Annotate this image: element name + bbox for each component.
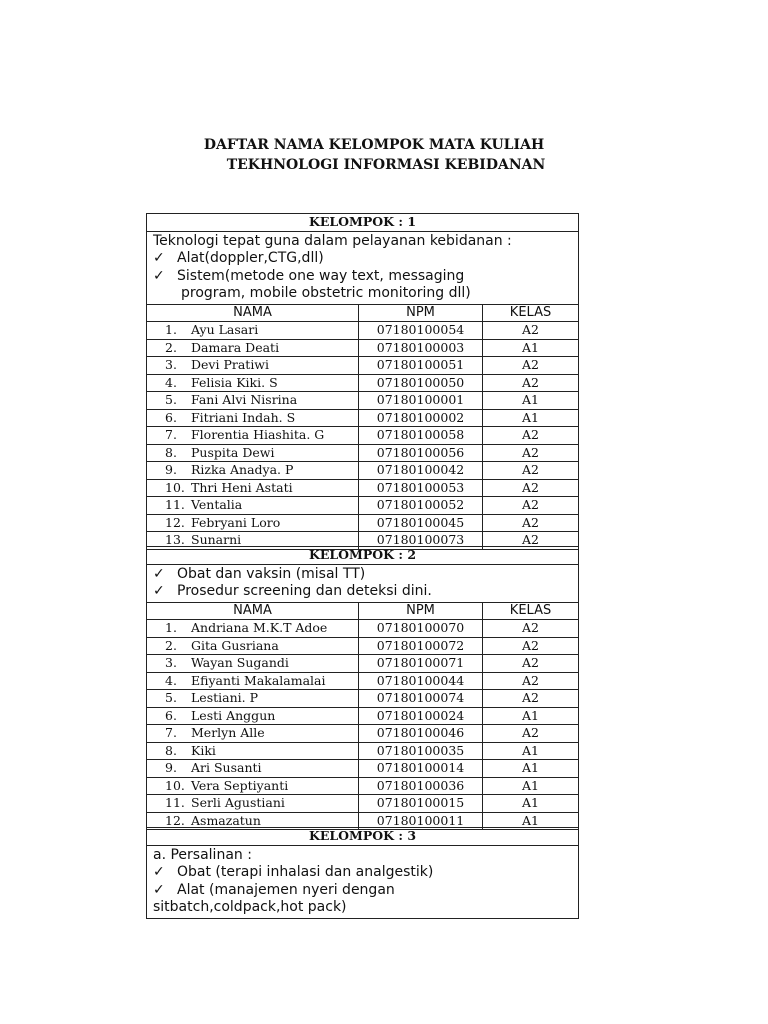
member-name-cell (147, 514, 359, 532)
member-name: Ayu Lasari (191, 322, 259, 338)
member-npm: 07180100054 (359, 322, 483, 340)
member-name-cell (147, 497, 359, 515)
description-text: Alat (manajemen nyeri dengan (177, 881, 395, 898)
group-description-row (147, 845, 579, 918)
member-number: 3. (165, 655, 177, 671)
group-description (147, 231, 579, 304)
member-npm: 07180100070 (359, 620, 483, 638)
table-row (147, 777, 579, 795)
member-npm: 07180100053 (359, 479, 483, 497)
member-kelas: A2 (483, 374, 579, 392)
document-title-line-1: DAFTAR NAMA KELOMPOK MATA KULIAH (203, 137, 545, 153)
member-npm: 07180100036 (359, 777, 483, 795)
member-name: Lestiani. P (191, 690, 258, 706)
member-npm: 07180100073 (359, 532, 483, 550)
description-line (153, 268, 578, 286)
member-name: Wayan Sugandi (191, 655, 289, 671)
member-kelas: A1 (483, 812, 579, 830)
member-number: 2. (165, 637, 177, 653)
member-npm: 07180100058 (359, 427, 483, 445)
member-kelas: A2 (483, 497, 579, 515)
description-line (153, 566, 578, 584)
group-heading-row (147, 828, 579, 846)
table-row (147, 655, 579, 673)
member-kelas: A1 (483, 707, 579, 725)
member-name-cell (147, 777, 359, 795)
member-kelas: A2 (483, 322, 579, 340)
member-name-cell (147, 374, 359, 392)
description-line (153, 285, 578, 303)
member-kelas: A2 (483, 479, 579, 497)
member-npm: 07180100035 (359, 742, 483, 760)
table-row (147, 357, 579, 375)
member-name: Damara Deati (191, 339, 280, 355)
group-heading-row (147, 547, 579, 565)
description-text: Prosedur screening dan deteksi dini. (177, 583, 432, 599)
member-kelas: A2 (483, 725, 579, 743)
member-npm: 07180100044 (359, 672, 483, 690)
check-mark-icon: ✓ (153, 583, 165, 599)
description-text: Sistem(metode one way text, messaging (177, 267, 465, 284)
member-name: Efiyanti Makalamalai (191, 672, 326, 688)
member-npm: 07180100056 (359, 444, 483, 462)
member-name: Florentia Hiashita. G (191, 427, 325, 443)
member-name-cell (147, 725, 359, 743)
member-number: 7. (165, 427, 177, 443)
member-npm: 07180100052 (359, 497, 483, 515)
member-number: 2. (165, 339, 177, 355)
member-name-cell (147, 620, 359, 638)
member-npm: 07180100074 (359, 690, 483, 708)
member-name-cell (147, 637, 359, 655)
member-npm: 07180100002 (359, 409, 483, 427)
table-row (147, 339, 579, 357)
description-line (153, 250, 578, 268)
table-row (147, 672, 579, 690)
table-row (147, 637, 579, 655)
group-description-row (147, 564, 579, 602)
table-row (147, 707, 579, 725)
member-number: 5. (165, 690, 177, 706)
member-name: Fani Alvi Nisrina (191, 392, 298, 408)
description-line (153, 864, 578, 882)
member-kelas: A2 (483, 444, 579, 462)
member-name-cell (147, 707, 359, 725)
member-number: 12. (165, 514, 185, 530)
column-header-npm: NPM (359, 602, 483, 620)
member-kelas: A2 (483, 357, 579, 375)
member-number: 4. (165, 374, 177, 390)
table-row (147, 479, 579, 497)
member-name-cell (147, 795, 359, 813)
group-2-table (146, 546, 579, 830)
member-name-cell (147, 444, 359, 462)
description-line (153, 233, 578, 251)
description-text: sitbatch,coldpack,hot pack) (153, 899, 347, 915)
group-heading: KELOMPOK : 2 (147, 547, 579, 565)
member-number: 9. (165, 760, 177, 776)
member-number: 1. (165, 322, 177, 338)
check-mark-icon: ✓ (153, 267, 165, 284)
member-name: Merlyn Alle (191, 725, 265, 741)
check-mark-icon: ✓ (153, 565, 165, 582)
member-name: Febryani Loro (191, 514, 281, 530)
document-title-line-2: TEKHNOLOGI INFORMASI KEBIDANAN (226, 157, 546, 173)
member-number: 4. (165, 672, 177, 688)
group-heading: KELOMPOK : 3 (147, 828, 579, 846)
member-npm: 07180100015 (359, 795, 483, 813)
column-header-kelas: KELAS (483, 304, 579, 322)
member-npm: 07180100071 (359, 655, 483, 673)
member-kelas: A1 (483, 392, 579, 410)
check-mark-icon: ✓ (153, 881, 165, 898)
description-line (153, 583, 578, 601)
member-number: 9. (165, 462, 177, 478)
member-number: 13. (165, 532, 185, 548)
member-name: Felisia Kiki. S (191, 374, 278, 390)
group-heading: KELOMPOK : 1 (147, 214, 579, 232)
table-row (147, 374, 579, 392)
member-name-cell (147, 742, 359, 760)
member-number: 11. (165, 497, 185, 513)
table-row (147, 620, 579, 638)
description-text: Alat(doppler,CTG,dll) (177, 250, 324, 266)
member-kelas: A2 (483, 532, 579, 550)
group-description-row (147, 231, 579, 304)
member-number: 6. (165, 409, 177, 425)
member-name: Kiki (191, 742, 216, 758)
member-name-cell (147, 672, 359, 690)
member-kelas: A2 (483, 637, 579, 655)
member-name: Thri Heni Astati (191, 479, 293, 495)
member-kelas: A2 (483, 514, 579, 532)
table-row (147, 742, 579, 760)
group-description (147, 845, 579, 918)
member-kelas: A2 (483, 690, 579, 708)
member-name: Serli Agustiani (191, 795, 285, 811)
member-name: Rizka Anadya. P (191, 462, 294, 478)
check-mark-icon: ✓ (153, 864, 165, 880)
member-name-cell (147, 392, 359, 410)
column-header-name: NAMA (147, 304, 359, 322)
column-header-row (147, 304, 579, 322)
member-npm: 07180100051 (359, 357, 483, 375)
member-number: 8. (165, 742, 177, 758)
member-number: 3. (165, 357, 177, 373)
member-npm: 07180100024 (359, 707, 483, 725)
member-npm: 07180100042 (359, 462, 483, 480)
member-number: 10. (165, 777, 185, 793)
member-name-cell (147, 339, 359, 357)
table-row (147, 725, 579, 743)
column-header-kelas: KELAS (483, 602, 579, 620)
member-npm: 07180100046 (359, 725, 483, 743)
member-name: Devi Pratiwi (191, 357, 270, 373)
column-header-npm: NPM (359, 304, 483, 322)
member-npm: 07180100001 (359, 392, 483, 410)
member-name: Sunarni (191, 532, 242, 548)
group-description (147, 564, 579, 602)
member-name: Asmazatun (191, 812, 261, 828)
member-kelas: A2 (483, 462, 579, 480)
member-name-cell (147, 479, 359, 497)
group-3-table (146, 827, 579, 919)
member-number: 1. (165, 620, 177, 636)
member-name: Fitriani Indah. S (191, 409, 296, 425)
member-name: Puspita Dewi (191, 444, 275, 460)
member-name-cell (147, 760, 359, 778)
member-name-cell (147, 655, 359, 673)
member-name-cell (147, 409, 359, 427)
table-row (147, 322, 579, 340)
description-text: program, mobile obstetric monitoring dll) (181, 285, 471, 301)
member-number: 8. (165, 444, 177, 460)
member-name-cell (147, 322, 359, 340)
member-kelas: A2 (483, 655, 579, 673)
table-row (147, 497, 579, 515)
description-text: a. Persalinan : (153, 846, 252, 863)
member-number: 10. (165, 479, 185, 495)
member-name: Ventalia (191, 497, 243, 513)
member-npm: 07180100050 (359, 374, 483, 392)
member-kelas: A1 (483, 760, 579, 778)
member-number: 7. (165, 725, 177, 741)
member-name: Andriana M.K.T Adoe (191, 620, 328, 636)
member-number: 11. (165, 795, 185, 811)
description-line (153, 882, 578, 900)
member-name-cell (147, 462, 359, 480)
member-kelas: A2 (483, 620, 579, 638)
member-number: 12. (165, 812, 185, 828)
description-text: Teknologi tepat guna dalam pelayanan kebidanan : (153, 232, 512, 249)
member-kelas: A1 (483, 409, 579, 427)
group-1-table (146, 213, 579, 550)
table-row (147, 409, 579, 427)
member-kelas: A1 (483, 339, 579, 357)
member-kelas: A2 (483, 427, 579, 445)
member-npm: 07180100003 (359, 339, 483, 357)
table-row (147, 795, 579, 813)
description-line (153, 899, 578, 917)
table-row (147, 690, 579, 708)
table-row (147, 444, 579, 462)
member-number: 6. (165, 707, 177, 723)
description-line (153, 847, 578, 865)
table-row (147, 514, 579, 532)
member-name-cell (147, 357, 359, 375)
member-kelas: A1 (483, 795, 579, 813)
table-row (147, 462, 579, 480)
check-mark-icon: ✓ (153, 250, 165, 266)
table-row (147, 427, 579, 445)
group-heading-row (147, 214, 579, 232)
description-text: Obat (terapi inhalasi dan analgestik) (177, 864, 434, 880)
member-kelas: A1 (483, 777, 579, 795)
member-npm: 07180100011 (359, 812, 483, 830)
member-name: Vera Septiyanti (191, 777, 289, 793)
member-npm: 07180100072 (359, 637, 483, 655)
member-number: 5. (165, 392, 177, 408)
member-name-cell (147, 427, 359, 445)
member-npm: 07180100014 (359, 760, 483, 778)
member-npm: 07180100045 (359, 514, 483, 532)
member-name: Gita Gusriana (191, 637, 279, 653)
member-kelas: A2 (483, 672, 579, 690)
column-header-name: NAMA (147, 602, 359, 620)
member-kelas: A1 (483, 742, 579, 760)
column-header-row (147, 602, 579, 620)
description-text: Obat dan vaksin (misal TT) (177, 565, 366, 582)
table-row (147, 760, 579, 778)
member-name-cell (147, 690, 359, 708)
table-row (147, 392, 579, 410)
member-name: Lesti Anggun (191, 707, 276, 723)
member-name: Ari Susanti (191, 760, 262, 776)
